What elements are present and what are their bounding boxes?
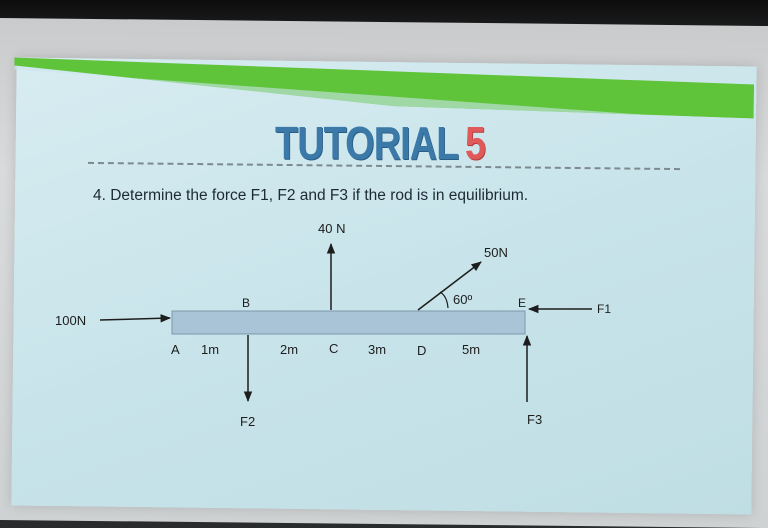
- label-point-d: D: [417, 343, 427, 358]
- label-point-a: A: [171, 342, 180, 357]
- label-50n: 50N: [484, 245, 508, 260]
- label-angle: 60º: [453, 292, 473, 307]
- label-f3: F3: [527, 412, 543, 427]
- label-dist-3m: 3m: [368, 342, 387, 357]
- force-100n-arrow: [100, 318, 170, 320]
- label-point-c: C: [329, 341, 339, 356]
- label-dist-1m: 1m: [201, 342, 220, 357]
- title-word: TUTORIAL: [275, 117, 459, 169]
- angle-arc: [440, 292, 448, 308]
- title-number: 5: [464, 117, 486, 169]
- label-100n: 100N: [55, 313, 87, 328]
- label-point-e: E: [518, 296, 527, 310]
- question-text: 4. Determine the force F1, F2 and F3 if the rod is in equilibrium.: [93, 187, 529, 204]
- label-40n: 40 N: [318, 221, 346, 236]
- label-dist-2m: 2m: [280, 342, 299, 357]
- rod: [172, 311, 525, 334]
- label-f2: F2: [240, 414, 256, 429]
- label-f1: F1: [597, 302, 612, 316]
- label-point-b: B: [242, 296, 251, 310]
- label-dist-5m: 5m: [462, 342, 481, 357]
